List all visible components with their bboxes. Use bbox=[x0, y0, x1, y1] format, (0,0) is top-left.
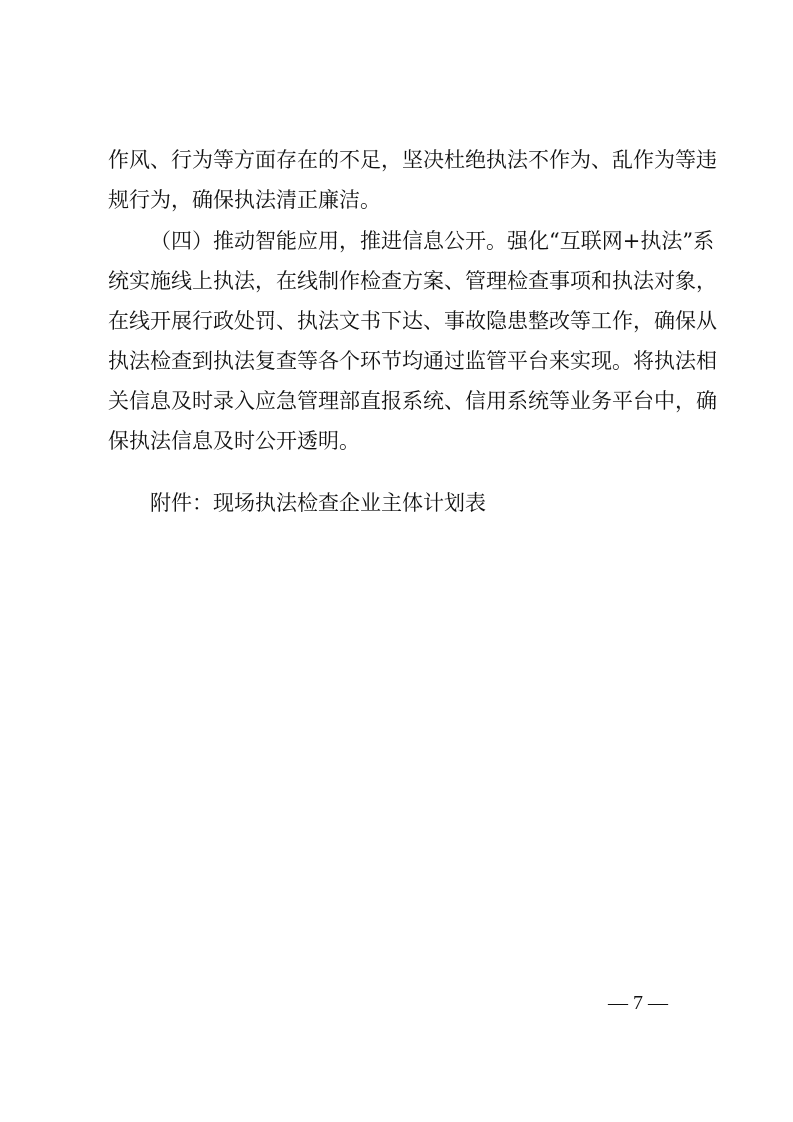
page-number: — 7 — bbox=[608, 992, 668, 1014]
paragraph-line: 关信息及时录入应急管理部直报系统、信用系统等业务平台中，确 bbox=[108, 389, 717, 413]
paragraph-line: 统实施线上执法，在线制作检查方案、管理检查事项和执法对象， bbox=[108, 269, 717, 293]
paragraph-line: 作风、行为等方面存在的不足，坚决杜绝执法不作为、乱作为等违 bbox=[108, 148, 717, 172]
paragraph-line: 规行为，确保执法清正廉洁。 bbox=[108, 188, 381, 212]
paragraph-line: 保执法信息及时公开透明。 bbox=[108, 429, 360, 453]
paragraph-line: 在线开展行政处罚、执法文书下达、事故隐患整改等工作，确保从 bbox=[108, 309, 717, 333]
section-four-heading-line: （四）推动智能应用，推进信息公开。强化“互联网+执法”系 bbox=[150, 229, 715, 253]
paragraph-line: 执法检查到执法复查等各个环节均通过监管平台来实现。将执法相 bbox=[108, 349, 717, 373]
attachment-note: 附件：现场执法检查企业主体计划表 bbox=[150, 491, 486, 515]
